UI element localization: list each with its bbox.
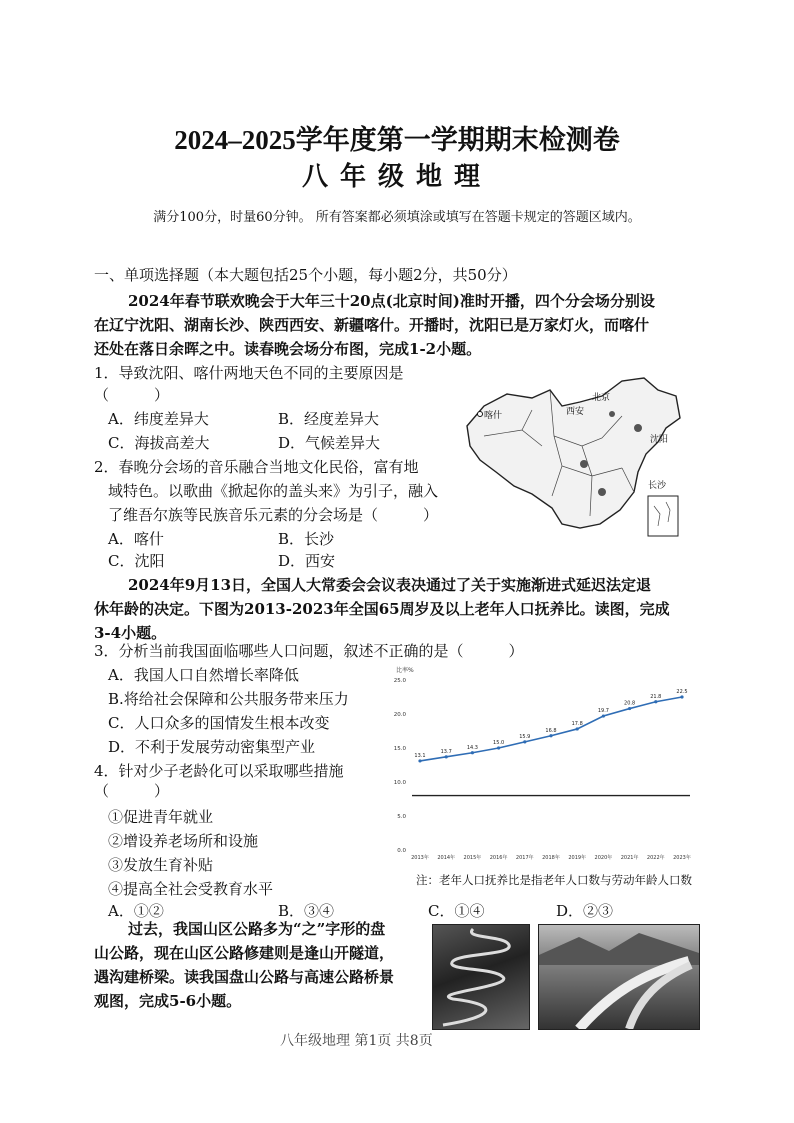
intro1-line: 在辽宁沈阳、湖南长沙、陕西西安、新疆喀什。开播时，沈阳已是万家灯火，而喀什	[94, 316, 650, 334]
data-label: 14.3	[466, 744, 478, 751]
y-tick-label: 15.0	[393, 746, 406, 752]
data-label: 22.5	[676, 689, 688, 695]
data-label: 21.8	[650, 693, 662, 700]
data-point	[654, 700, 657, 703]
intro1-line: 还处在落日余晖之中。读春晚会场分布图，完成1-2小题。	[94, 340, 482, 358]
y-tick-label: 25.0	[393, 678, 406, 684]
data-point	[628, 707, 631, 710]
q3-option-d[interactable]: D．不利于发展劳动密集型产业	[108, 738, 316, 756]
page-title: 2024–2025学年度第一学期期末检测卷	[174, 125, 620, 155]
data-point	[549, 734, 552, 737]
question-2-stem: 域特色。以歌曲《掀起你的盖头来》为引子，融入	[108, 482, 439, 500]
x-tick-label: 2022年	[646, 855, 665, 861]
q4-item-1: ①促进青年就业	[108, 808, 214, 826]
beijing-marker	[609, 411, 615, 417]
elderly-dependency-chart	[376, 662, 698, 866]
q2-option-d[interactable]: D．西安	[278, 552, 336, 570]
data-point	[576, 727, 579, 730]
q4-option-b[interactable]: B．③④	[278, 902, 335, 920]
y-tick-label: 0.0	[397, 848, 406, 854]
mountain-road-photo	[432, 924, 530, 1030]
x-tick-label: 2019年	[568, 855, 587, 861]
x-tick-label: 2023年	[673, 855, 691, 861]
y-tick-label: 10.0	[393, 780, 406, 786]
shenyang-marker	[634, 424, 642, 432]
q3-option-c[interactable]: C．人口众多的国情发生根本改变	[108, 714, 330, 732]
question-2-stem: 2．春晚分会场的音乐融合当地文化民俗，富有地	[94, 458, 419, 476]
data-point	[497, 746, 500, 749]
data-label: 15.9	[519, 733, 531, 740]
map-label-shenyang: 沈阳	[650, 435, 669, 445]
x-tick-label: 2013年	[411, 855, 429, 861]
intro3-line: 遇沟建桥梁。读我国盘山公路与高速公路桥景	[94, 968, 395, 986]
data-point	[602, 714, 605, 717]
data-label: 15.0	[493, 740, 505, 746]
page-subtitle: 八年级地理	[301, 162, 492, 191]
highway-bridge-photo	[538, 924, 700, 1030]
q1-option-c[interactable]: C．海拔高差大	[108, 434, 210, 452]
q2-option-c[interactable]: C．沈阳	[108, 552, 165, 570]
kashi-marker	[478, 412, 483, 417]
data-label: 17.8	[571, 720, 583, 727]
q3-option-a[interactable]: A．我国人口自然增长率降低	[108, 666, 299, 684]
x-tick-label: 2018年	[542, 855, 560, 861]
intro1-line: 2024年春节联欢晚会于大年三十20点(北京时间)准时开播，四个分会场分别设	[128, 292, 655, 310]
china-venue-map	[462, 376, 684, 544]
intro3-line: 过去，我国山区公路多为“之”字形的盘	[128, 920, 386, 938]
intro3-line: 山公路，现在山区公路修建则是逢山开隧道，	[94, 944, 395, 962]
q4-item-2: ②增设养老场所和设施	[108, 832, 259, 850]
x-tick-label: 2015年	[463, 855, 482, 861]
exam-note: 满分100分，时量60分钟。 所有答案都必须填涂或填写在答题卡规定的答题区域内。	[153, 210, 641, 225]
data-point	[680, 695, 683, 698]
data-point	[523, 740, 526, 743]
q1-option-b[interactable]: B．经度差异大	[278, 410, 380, 428]
section-heading: 一、单项选择题（本大题包括25个小题，每小题2分，共50分）	[94, 266, 517, 284]
q4-item-3: ③发放生育补贴	[108, 856, 214, 874]
intro3-line: 观图，完成5-6小题。	[94, 992, 242, 1010]
question-2-stem: 了维吾尔族等民族音乐元素的分会场是（ ）	[108, 506, 439, 524]
page-footer: 八年级地理 第1页 共8页	[280, 1033, 433, 1049]
map-label-changsha: 长沙	[648, 481, 667, 491]
q1-option-d[interactable]: D．气候差异大	[278, 434, 381, 452]
chart-note: 注：老年人口抚养比是指老年人口数与劳动年龄人口数	[416, 873, 692, 887]
x-tick-label: 2020年	[594, 855, 613, 861]
data-point	[471, 751, 474, 754]
x-tick-label: 2017年	[515, 855, 534, 861]
x-tick-label: 2016年	[489, 855, 508, 861]
map-label-beijing: 北京	[592, 393, 611, 403]
data-label: 13.1	[414, 752, 426, 759]
changsha-marker	[598, 488, 606, 496]
question-3-stem: 3．分析当前我国面临哪些人口问题，叙述不正确的是（ ）	[94, 642, 524, 660]
question-4-stem: 4．针对少子老龄化可以采取哪些措施	[94, 762, 344, 780]
q3-option-b[interactable]: B.将给社会保障和公共服务带来压力	[108, 690, 349, 708]
question-1-stem: 1．导致沈阳、喀什两地天色不同的主要原因是	[94, 364, 404, 382]
chart-y-label: 比率%	[396, 667, 414, 674]
q1-option-a[interactable]: A．纬度差异大	[108, 410, 209, 428]
x-tick-label: 2021年	[620, 855, 639, 861]
q4-option-d[interactable]: D．②③	[556, 902, 614, 920]
y-tick-label: 20.0	[393, 712, 406, 718]
q4-item-4: ④提高全社会受教育水平	[108, 880, 274, 898]
q4-option-a[interactable]: A．①②	[108, 902, 164, 920]
intro2-line: 2024年9月13日，全国人大常委会会议表决通过了关于实施渐进式延迟法定退	[128, 576, 652, 594]
data-label: 19.7	[597, 708, 609, 715]
q4-option-c[interactable]: C．①④	[428, 902, 485, 920]
q2-option-a[interactable]: A．喀什	[108, 530, 164, 548]
question-4-paren: （ ）	[94, 782, 170, 800]
y-tick-label: 5.0	[397, 814, 406, 820]
intro2-line: 3-4小题。	[94, 624, 167, 642]
data-point	[445, 755, 448, 758]
data-label: 13.7	[440, 748, 452, 755]
xian-marker	[580, 460, 588, 468]
map-label-xian: 西安	[566, 407, 585, 417]
map-label-kashi: 喀什	[484, 411, 503, 421]
data-label: 20.8	[624, 700, 636, 707]
data-label: 16.8	[545, 727, 557, 734]
x-tick-label: 2014年	[437, 855, 456, 861]
q2-option-b[interactable]: B．长沙	[278, 530, 335, 548]
data-point	[418, 759, 421, 762]
intro2-line: 休年龄的决定。下图为2013-2023年全国65周岁及以上老年人口抚养比。读图，完成	[94, 600, 670, 618]
question-1-paren: （ ）	[94, 386, 170, 404]
